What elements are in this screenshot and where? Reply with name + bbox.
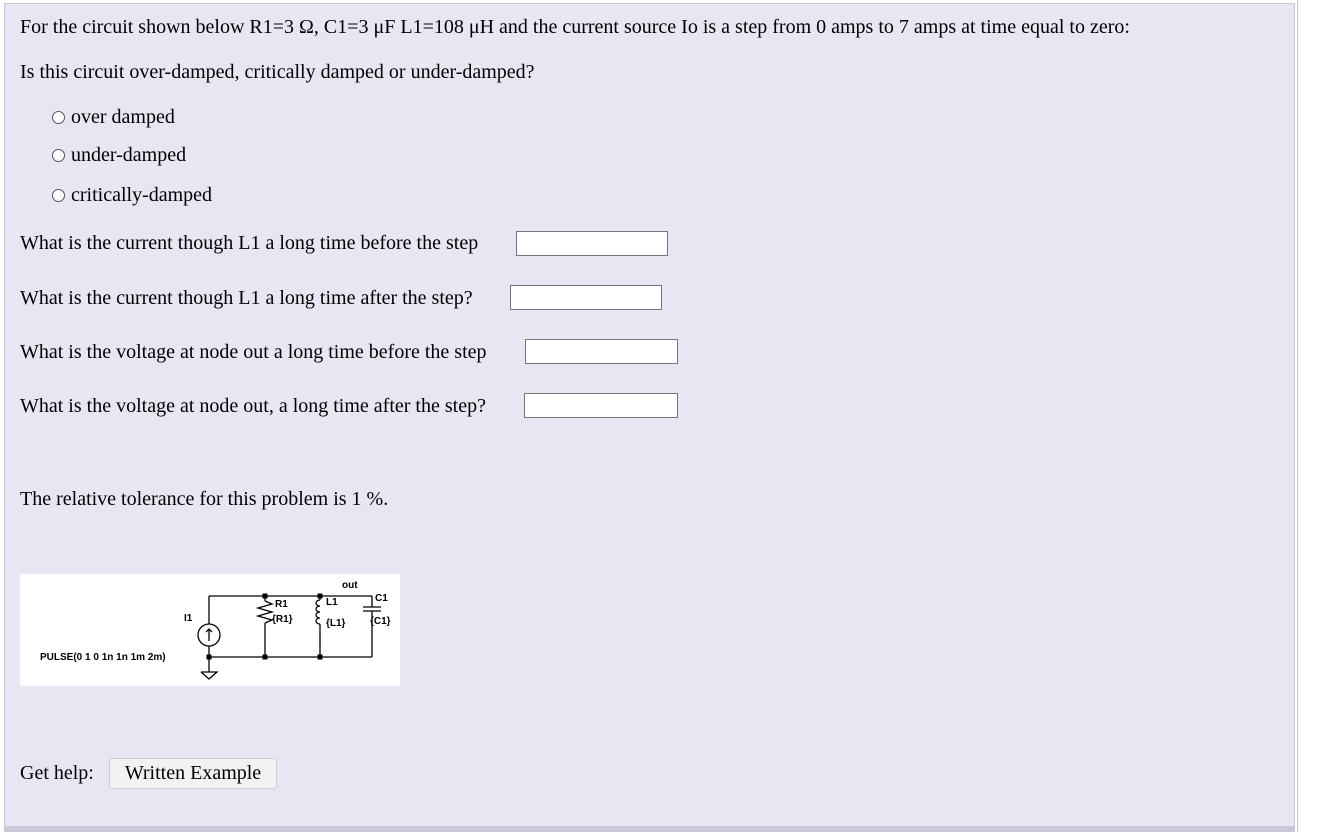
tolerance-note: The relative tolerance for this problem is 1 %. (20, 488, 389, 510)
capacitor-value-label: {C1} (370, 616, 391, 627)
answer-current-before-input[interactable] (516, 231, 668, 256)
option-under-damped[interactable] (52, 143, 186, 167)
question-current-after: What is the current though L1 a long time after the step? (20, 287, 473, 309)
help-label: Get help: (20, 762, 94, 784)
option-label: under-damped (71, 144, 187, 166)
capacitor-name-label: C1 (375, 593, 388, 604)
source-name-label: I1 (184, 613, 193, 624)
problem-statement: For the circuit shown below R1=3 Ω, C1=3 μF L1=108 μH and the current source Io is a step from 0 amps to 7 amps at time equal to zero: (20, 16, 1130, 38)
option-critically-damped[interactable] (52, 183, 212, 207)
resistor-name-label: R1 (275, 599, 288, 610)
question-current-before: What is the current though L1 a long time before the step (20, 232, 479, 254)
answer-voltage-before-input[interactable] (525, 339, 678, 364)
node-out-label: out (342, 580, 358, 591)
option-label: critically-damped (71, 184, 213, 206)
option-label: over damped (71, 106, 175, 128)
inductor-name-label: L1 (326, 597, 338, 608)
scroll-divider (1297, 0, 1298, 832)
current-source-symbol (198, 624, 220, 646)
answer-voltage-after-input[interactable] (524, 393, 678, 418)
panel-bottom-border (4, 826, 1295, 832)
circuit-diagram (20, 574, 400, 686)
radio-button[interactable] (52, 149, 65, 162)
circuit-schematic (20, 574, 400, 686)
damping-question: Is this circuit over-damped, critically damped or under-damped? (20, 61, 535, 83)
source-value-label: PULSE(0 1 0 1n 1n 1m 2m) (40, 652, 166, 663)
radio-button[interactable] (52, 111, 65, 124)
question-voltage-before: What is the voltage at node out a long time before the step (20, 341, 487, 363)
inductor-value-label: {L1} (326, 618, 346, 629)
answer-current-after-input[interactable] (510, 285, 662, 310)
written-example-button[interactable]: Written Example (109, 758, 277, 789)
radio-button[interactable] (52, 189, 65, 202)
option-over-damped[interactable] (52, 105, 175, 129)
resistor-value-label: {R1} (272, 614, 293, 625)
question-voltage-after: What is the voltage at node out, a long time after the step? (20, 395, 486, 417)
